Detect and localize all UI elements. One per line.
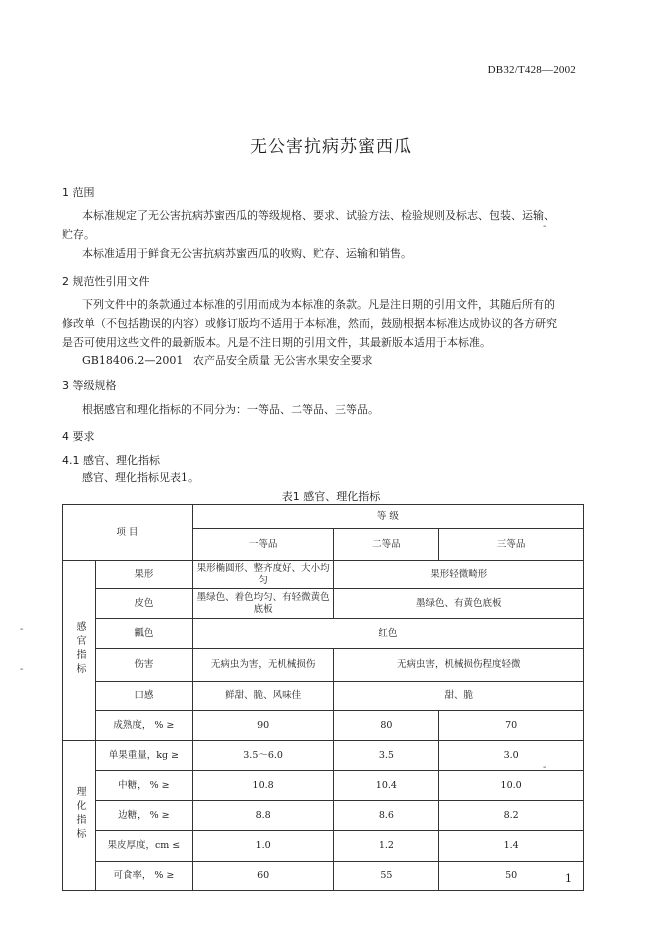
- header-grade-1: 一等品: [192, 529, 334, 561]
- physchem-group-label: 理化指标: [63, 741, 96, 891]
- table-row: [63, 771, 584, 801]
- cell-grade-3: 8.2: [439, 801, 584, 831]
- row-name: 果形: [95, 561, 192, 589]
- margin-mark: -: [543, 221, 547, 232]
- row-name: 瓤色: [95, 619, 192, 649]
- section-3-para: 根据感官和理化指标的不同分为：一等品、二等品、三等品。: [82, 403, 379, 416]
- row-name: 果皮厚度，cm ≤: [95, 831, 192, 862]
- section-1-heading: 1 范围: [62, 186, 95, 199]
- cell-grade-1: 3.5～6.0: [192, 741, 334, 771]
- table-row: [63, 711, 584, 741]
- row-name: 中糖， % ≥: [95, 771, 192, 801]
- cell-grade-2: 55: [334, 862, 439, 891]
- header-grade-3: 三等品: [439, 529, 584, 561]
- cell-grade-2-3: 果形轻微畸形: [334, 561, 584, 589]
- row-name: 伤害: [95, 649, 192, 682]
- cell-grade-2-3: 甜、脆: [334, 682, 584, 711]
- section-2-heading: 2 规范性引用文件: [62, 275, 150, 288]
- cell-grade-1: 果形椭圆形、整齐度好、大小均匀: [192, 561, 334, 589]
- row-name: 成熟度， % ≥: [95, 711, 192, 741]
- table-1-caption: 表1 感官、理化指标: [281, 490, 381, 503]
- table-row: [63, 589, 584, 619]
- cell-grade-2: 1.2: [334, 831, 439, 862]
- cell-grade-2: 80: [334, 711, 439, 741]
- section-1-para-2: 本标准适用于鲜食无公害抗病苏蜜西瓜的收购、贮存、运输和销售。: [82, 247, 412, 260]
- table-row: [63, 831, 584, 862]
- section-4-1-para: 感官、理化指标见表1。: [82, 471, 199, 484]
- section-1-para-1-line-1: 本标准规定了无公害抗病苏蜜西瓜的等级规格、要求、试验方法、检验规则及标志、包装、运输、: [82, 209, 555, 222]
- section-2-para-line-3: 是否可使用这些文件的最新版本。凡是不注日期的引用文件，其最新版本适用于本标准。: [62, 336, 491, 349]
- cell-grade-1: 60: [192, 862, 334, 891]
- table-row: [63, 801, 584, 831]
- row-name: 单果重量，kg ≥: [95, 741, 192, 771]
- cell-grade-1: 10.8: [192, 771, 334, 801]
- section-1-para-1-line-2: 贮存。: [62, 228, 95, 241]
- sensory-group-label: 感官指标: [63, 561, 96, 741]
- cell-grade-2: 8.6: [334, 801, 439, 831]
- cell-grade-3: 10.0: [439, 771, 584, 801]
- cell-grade-3: 70: [439, 711, 584, 741]
- cell-grade-2: 3.5: [334, 741, 439, 771]
- margin-mark: -: [20, 624, 24, 635]
- table-1: [62, 504, 584, 891]
- table-header-row: [63, 505, 584, 529]
- table-row: [63, 561, 584, 589]
- margin-mark: -: [20, 664, 24, 675]
- page-number: 1: [565, 872, 572, 885]
- section-2-para-line-2: 修改单（不包括勘误的内容）或修订版均不适用于本标准，然而，鼓励根据本标准达成协议的各方研究: [62, 317, 557, 330]
- row-name: 皮色: [95, 589, 192, 619]
- cell-grade-1: 90: [192, 711, 334, 741]
- header-grade-2: 二等品: [334, 529, 439, 561]
- row-name: 边糖， % ≥: [95, 801, 192, 831]
- header-item: 项 目: [63, 505, 193, 561]
- margin-mark: -: [543, 762, 547, 773]
- header-grade-title: 等 级: [192, 505, 583, 529]
- standard-code: DB32/T428—2002: [487, 64, 576, 76]
- table-row: [63, 619, 584, 649]
- cell-grade-3: 1.4: [439, 831, 584, 862]
- table-row: [63, 862, 584, 891]
- cell-grade-2-3: 无病虫害，机械损伤程度轻微: [334, 649, 584, 682]
- cell-grade-1: 1.0: [192, 831, 334, 862]
- cell-grade-1: 8.8: [192, 801, 334, 831]
- cell-all-grades: 红色: [192, 619, 583, 649]
- cell-grade-1: 鲜甜、脆、风味佳: [192, 682, 334, 711]
- row-name: 口感: [95, 682, 192, 711]
- reference-title: 农产品安全质量 无公害水果安全要求: [193, 354, 373, 367]
- row-name: 可食率， % ≥: [95, 862, 192, 891]
- cell-grade-1: 无病虫为害，无机械损伤: [192, 649, 334, 682]
- section-4-heading: 4 要求: [62, 430, 95, 443]
- reference-code: GB18406.2—2001: [82, 354, 184, 367]
- cell-grade-2-3: 墨绿色、有黄色底板: [334, 589, 584, 619]
- cell-grade-1: 墨绿色、着色均匀、有轻微黄色底板: [192, 589, 334, 619]
- table-row: [63, 741, 584, 771]
- cell-grade-2: 10.4: [334, 771, 439, 801]
- cell-grade-3: 3.0: [439, 741, 584, 771]
- cell-grade-3: 50: [439, 862, 584, 891]
- table-row: [63, 682, 584, 711]
- section-3-heading: 3 等级规格: [62, 379, 117, 392]
- table-row: [63, 649, 584, 682]
- section-4-1-heading: 4.1 感官、理化指标: [62, 454, 160, 467]
- section-2-para-line-1: 下列文件中的条款通过本标准的引用而成为本标准的条款。凡是注日期的引用文件，其随后所有的: [82, 298, 555, 311]
- document-title: 无公害抗病苏蜜西瓜: [250, 137, 412, 157]
